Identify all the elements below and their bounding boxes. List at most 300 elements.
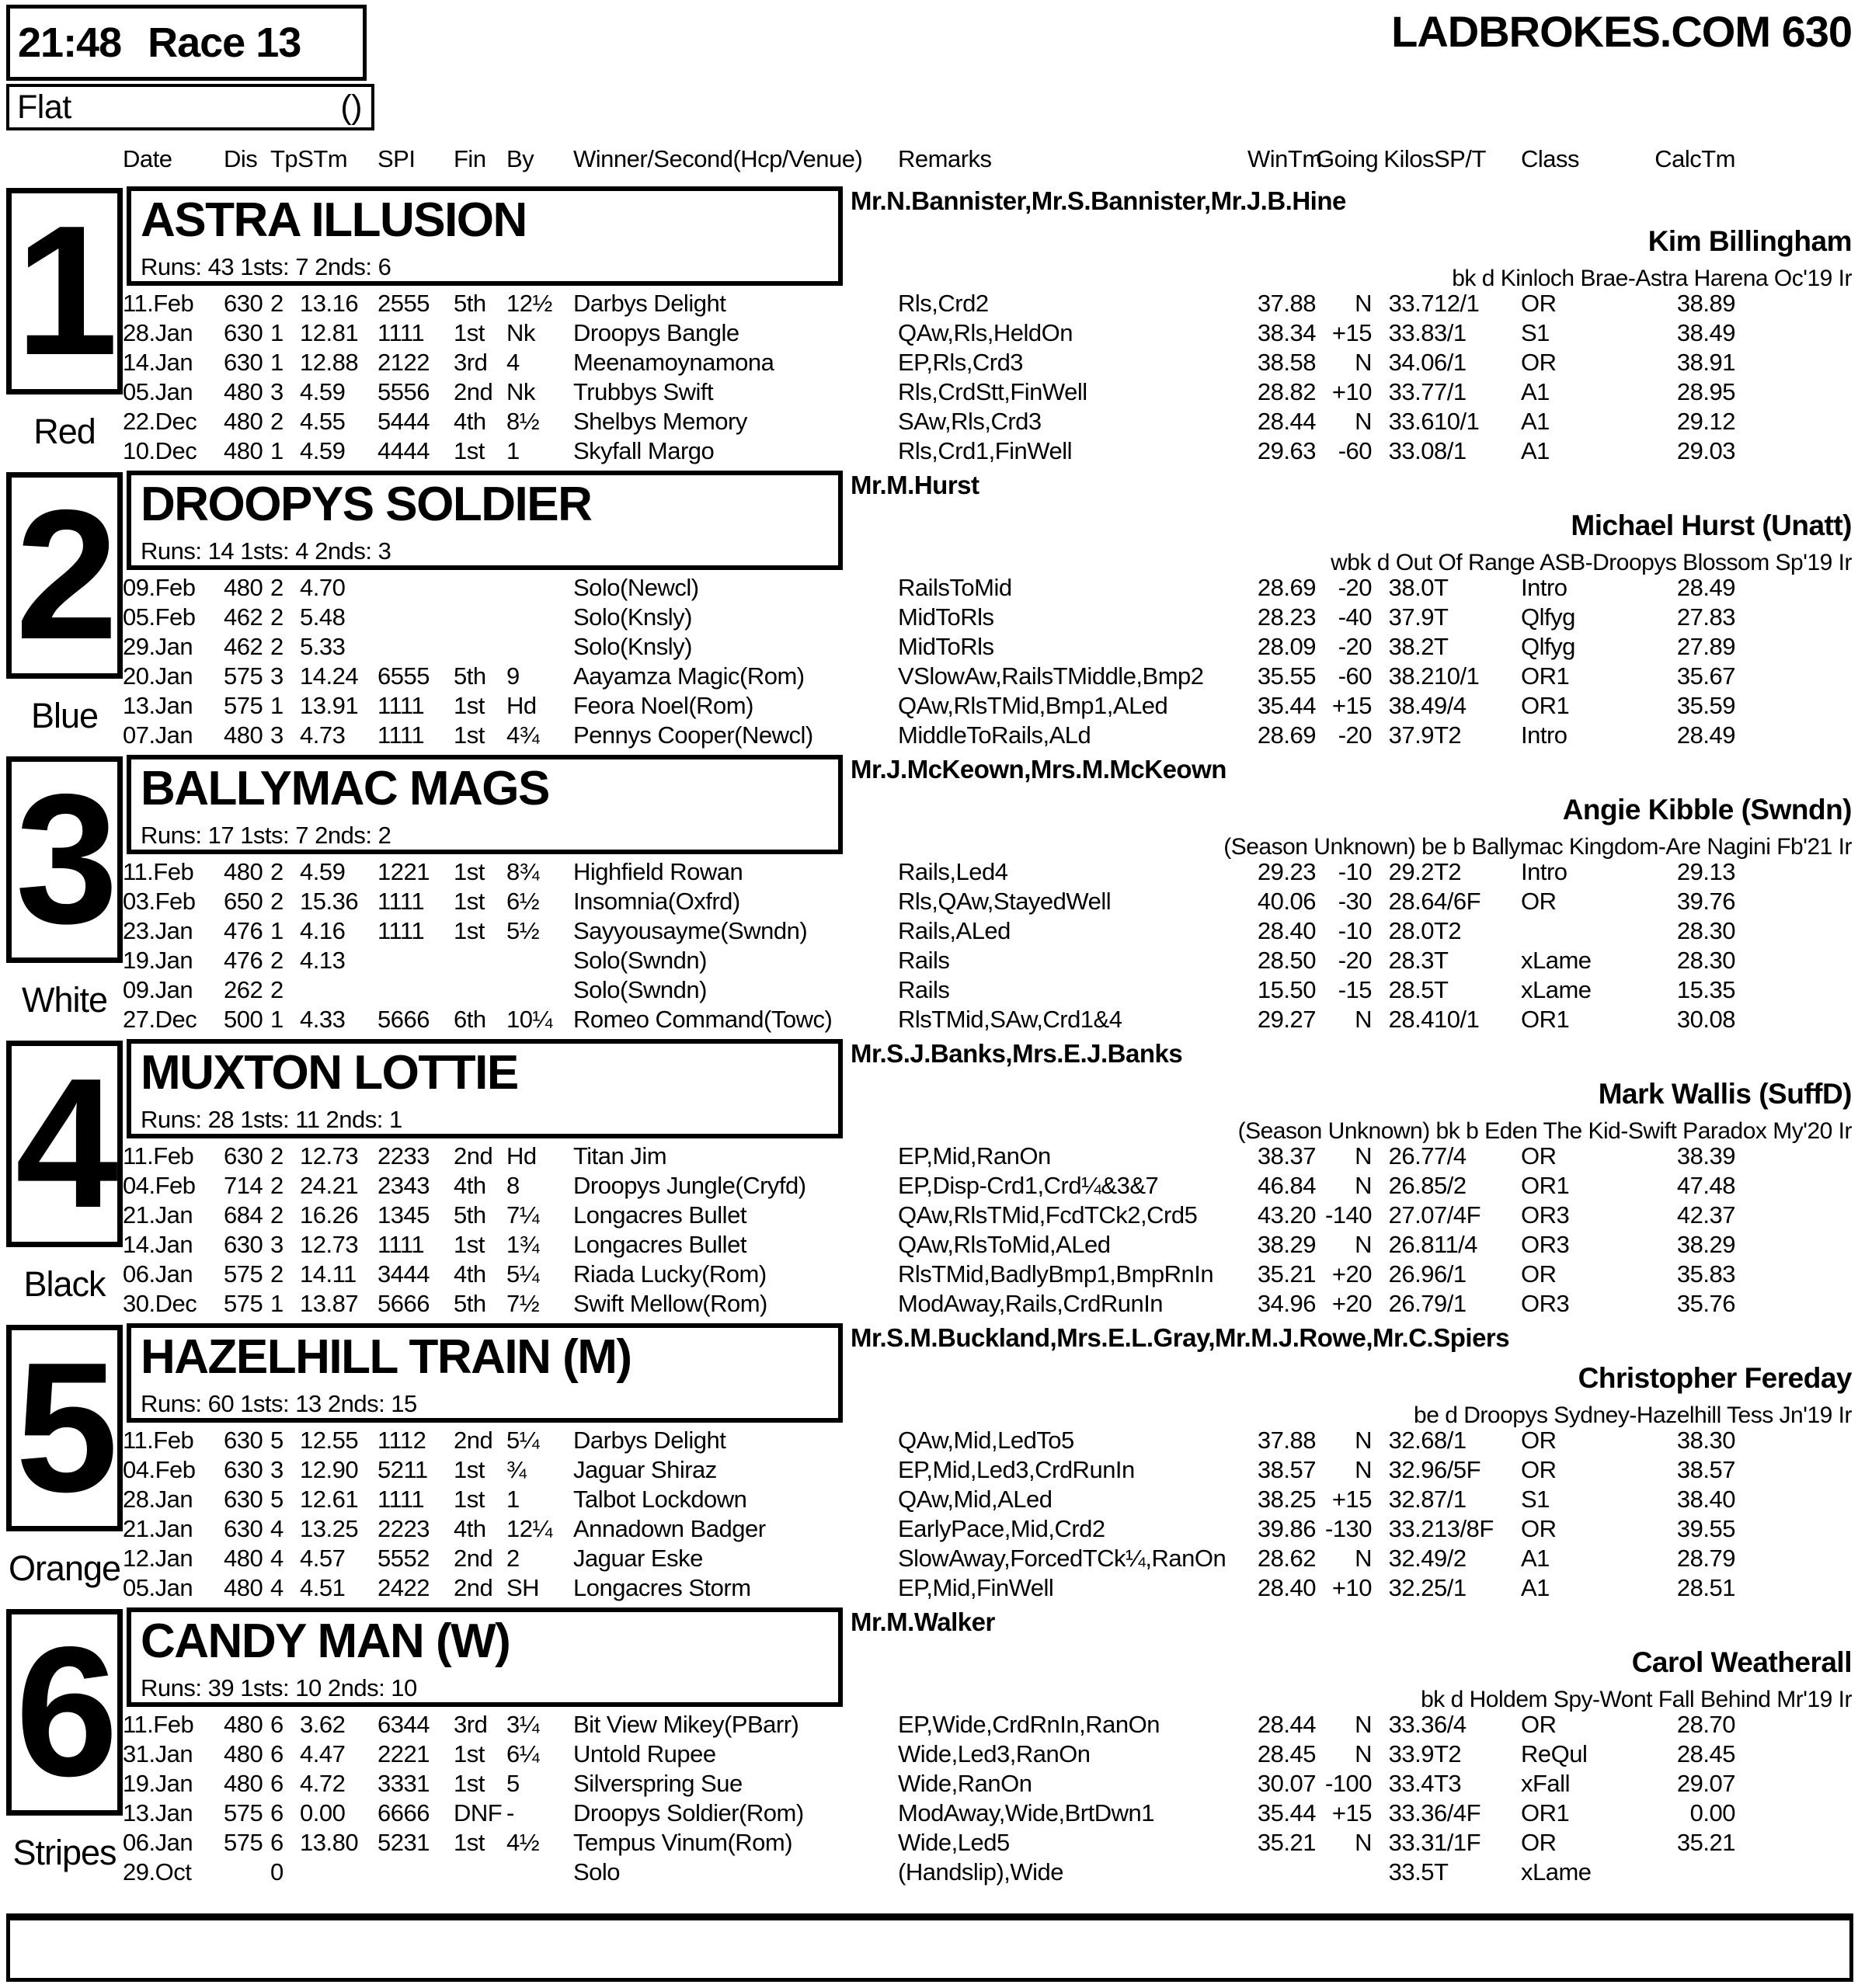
form-row <box>123 1142 1735 1171</box>
form-winner: Longacres Storm <box>573 1574 751 1601</box>
form-winner: Solo(Knsly) <box>573 603 692 631</box>
form-kilos: 38.2 <box>1388 633 1434 660</box>
form-sp: 10/1 <box>1434 1006 1480 1033</box>
form-kilos: 38.0 <box>1388 574 1434 601</box>
dog-name-box <box>127 186 843 286</box>
form-calctm: 38.29 <box>1676 1231 1735 1258</box>
form-sp: 9/4 <box>1434 692 1467 719</box>
form-wintm: 28.69 <box>1257 574 1316 601</box>
form-going: +20 <box>1331 1290 1372 1317</box>
form-winner: Feora Noel(Rom) <box>573 692 753 719</box>
form-going: +15 <box>1331 1799 1372 1826</box>
form-by: 4¾ <box>506 721 540 749</box>
form-date: 13.Jan <box>123 1799 193 1826</box>
form-sp: T <box>1434 947 1449 974</box>
form-spi: 3331 <box>378 1770 430 1797</box>
form-calctm: 38.57 <box>1676 1456 1735 1483</box>
form-sectional-time: 4.59 <box>300 858 346 885</box>
form-sp: 6/1 <box>1434 1260 1467 1288</box>
form-finish: 2nd <box>454 378 493 405</box>
form-class: xLame <box>1521 1858 1592 1885</box>
form-kilos: 32.8 <box>1388 1486 1434 1513</box>
form-remarks: ModAway,Wide,BrtDwn1 <box>898 1799 1154 1826</box>
form-kilos: 33.3 <box>1388 1711 1434 1738</box>
form-row <box>123 662 1735 691</box>
form-sp: 10/1 <box>1434 408 1480 435</box>
form-sectional-time: 13.25 <box>300 1515 359 1542</box>
form-going: N <box>1355 1142 1372 1170</box>
form-kilos: 33.6 <box>1388 408 1434 435</box>
form-finish <box>454 573 506 603</box>
form-calctm: 28.51 <box>1676 1574 1735 1601</box>
form-date: 04.Feb <box>123 1172 196 1199</box>
form-going: N <box>1355 1456 1372 1483</box>
form-spi: 1111 <box>378 692 425 719</box>
form-calctm: 35.67 <box>1676 662 1735 690</box>
form-class: Intro <box>1521 574 1567 601</box>
form-row <box>123 1171 1735 1201</box>
breeding-line: (Season Unknown) bk b Eden The Kid-Swift Paradox My'20 Ir <box>1237 1118 1852 1144</box>
form-trap: 2 <box>270 858 284 885</box>
form-spi <box>378 1858 454 1887</box>
trainer-name: Angie Kibble (Swndn) <box>1562 794 1852 825</box>
form-by: - <box>506 1799 514 1826</box>
form-calctm: 29.03 <box>1676 437 1735 464</box>
form-date: 13.Jan <box>123 692 193 719</box>
form-sp: T <box>1434 574 1449 601</box>
form-wintm: 28.09 <box>1257 633 1316 660</box>
col-date: Date <box>123 145 172 172</box>
form-wintm: 35.21 <box>1257 1260 1316 1288</box>
form-going: N <box>1355 1006 1372 1033</box>
form-class: Intro <box>1521 858 1567 885</box>
form-remarks: RlsTMid,SAw,Crd1&4 <box>898 1006 1122 1033</box>
form-kilos: 32.2 <box>1388 1574 1434 1601</box>
form-wintm: 35.44 <box>1257 692 1316 719</box>
form-calctm: 28.95 <box>1676 378 1735 405</box>
footer-box <box>6 1913 1853 1982</box>
form-spi: 2233 <box>378 1142 430 1170</box>
form-going: -20 <box>1338 721 1372 749</box>
form-date: 09.Jan <box>123 976 193 1003</box>
form-by: 6½ <box>506 888 540 915</box>
form-going: -40 <box>1338 603 1372 631</box>
form-wintm: 38.25 <box>1257 1486 1316 1513</box>
form-date: 19.Jan <box>123 947 193 974</box>
form-winner: Sayyousayme(Swndn) <box>573 917 808 944</box>
form-spi: 5556 <box>378 378 430 405</box>
form-kilos: 28.3 <box>1388 947 1434 974</box>
form-date: 11.Feb <box>123 858 194 885</box>
race-time: 21:48 <box>18 19 122 66</box>
form-sp: 8/1 <box>1434 1427 1467 1454</box>
form-row <box>123 1828 1735 1858</box>
form-remarks: MiddleToRails,ALd <box>898 721 1091 749</box>
trainer-name: Michael Hurst (Unatt) <box>1571 509 1852 541</box>
form-sp: T3 <box>1434 1770 1462 1797</box>
form-sectional-time: 4.16 <box>300 917 346 944</box>
form-sectional-time: 13.16 <box>300 290 359 317</box>
form-wintm: 28.69 <box>1257 721 1316 749</box>
form-trap: 3 <box>270 1231 284 1258</box>
form-finish: 1st <box>454 858 485 885</box>
form-date: 10.Dec <box>123 437 197 464</box>
form-remarks: VSlowAw,RailsTMiddle,Bmp2 <box>898 662 1204 690</box>
form-remarks: Rails,ALed <box>898 917 1011 944</box>
form-kilos: 26.8 <box>1388 1172 1434 1199</box>
form-trap: 2 <box>270 888 284 915</box>
form-kilos: 33.5 <box>1388 1858 1434 1885</box>
dog-name-box <box>127 1323 843 1423</box>
form-sp: 6/4F <box>1434 1799 1481 1826</box>
form-calctm <box>1634 1858 1735 1887</box>
form-winner: Annadown Badger <box>573 1515 766 1542</box>
form-going: N <box>1355 408 1372 435</box>
form-trap: 1 <box>270 437 284 464</box>
form-date: 19.Jan <box>123 1770 193 1797</box>
form-date: 30.Dec <box>123 1290 197 1317</box>
form-class: OR <box>1521 1260 1557 1288</box>
form-trap: 2 <box>270 1142 284 1170</box>
form-row <box>123 1858 1735 1887</box>
form-distance: 480 <box>224 1574 263 1601</box>
form-remarks: Rails <box>898 976 950 1003</box>
form-sectional-time: 0.00 <box>300 1799 346 1826</box>
form-class: OR3 <box>1521 1231 1570 1258</box>
form-class: OR1 <box>1521 1799 1570 1826</box>
form-by: 5½ <box>506 917 540 944</box>
form-sectional-time: 12.88 <box>300 349 359 376</box>
form-by: 1 <box>506 437 520 464</box>
form-distance: 575 <box>224 692 263 719</box>
form-trap: 2 <box>270 633 284 660</box>
form-wintm: 30.07 <box>1257 1770 1316 1797</box>
form-date: 12.Jan <box>123 1545 193 1572</box>
form-row <box>123 887 1735 916</box>
form-wintm: 38.58 <box>1257 349 1316 376</box>
form-remarks: Rails <box>898 947 950 974</box>
form-spi <box>378 603 454 632</box>
form-sp: 6/5F <box>1434 1456 1481 1483</box>
form-spi: 5666 <box>378 1290 430 1317</box>
trap-number: 6 <box>15 1608 114 1815</box>
form-calctm: 38.89 <box>1676 290 1735 317</box>
form-winner: Bit View Mikey(PBarr) <box>573 1711 799 1738</box>
form-by <box>506 632 573 662</box>
form-spi: 5666 <box>378 1006 430 1033</box>
form-trap: 5 <box>270 1486 284 1513</box>
form-spi: 1111 <box>378 917 425 944</box>
form-remarks: ModAway,Rails,CrdRunIn <box>898 1290 1164 1317</box>
form-finish: 1st <box>454 917 485 944</box>
form-row <box>123 975 1735 1005</box>
form-finish: 3rd <box>454 1711 488 1738</box>
col-by: By <box>506 145 534 172</box>
form-by: 5¼ <box>506 1427 540 1454</box>
owner-names: Mr.M.Hurst <box>851 471 979 499</box>
form-trap: 2 <box>270 1172 284 1199</box>
form-calctm: 28.30 <box>1676 917 1735 944</box>
form-calctm: 39.55 <box>1676 1515 1735 1542</box>
form-kilos: 28.4 <box>1388 1006 1434 1033</box>
form-wintm: 28.45 <box>1257 1740 1316 1767</box>
form-wintm: 29.27 <box>1257 1006 1316 1033</box>
form-going: +15 <box>1331 692 1372 719</box>
form-row <box>123 1710 1735 1740</box>
form-going: -20 <box>1338 574 1372 601</box>
form-kilos: 38.2 <box>1388 662 1434 690</box>
form-calctm: 29.12 <box>1676 408 1735 435</box>
form-row <box>123 1514 1735 1544</box>
form-by: ¾ <box>506 1456 527 1483</box>
form-class: Qlfyg <box>1521 603 1575 631</box>
form-kilos: 37.9 <box>1388 603 1434 631</box>
form-calctm: 35.21 <box>1676 1829 1735 1856</box>
form-row <box>123 1260 1735 1289</box>
form-sp: 8/1 <box>1434 437 1467 464</box>
form-sp: 5/2 <box>1434 1172 1467 1199</box>
dog-stats: Runs: 17 1sts: 7 2nds: 2 <box>141 822 391 849</box>
trap-number-box <box>6 472 123 679</box>
form-by <box>506 975 573 1005</box>
form-remarks: Rls,Crd1,FinWell <box>898 437 1072 464</box>
form-sp: 9/1 <box>1434 1290 1467 1317</box>
form-calctm: 38.40 <box>1676 1486 1735 1513</box>
form-wintm: 28.40 <box>1257 917 1316 944</box>
form-winner: Droopys Soldier(Rom) <box>573 1799 804 1826</box>
form-wintm: 38.29 <box>1257 1231 1316 1258</box>
form-going: +10 <box>1331 1574 1372 1601</box>
form-distance: 476 <box>224 917 263 944</box>
form-sectional-time: 12.81 <box>300 319 359 346</box>
form-date: 27.Dec <box>123 1006 197 1033</box>
form-wintm: 29.63 <box>1257 437 1316 464</box>
dog-name-box <box>127 755 843 854</box>
col-going: Going <box>1316 145 1379 172</box>
form-spi: 5444 <box>378 408 430 435</box>
form-wintm: 38.57 <box>1257 1456 1316 1483</box>
form-class: OR1 <box>1521 1172 1570 1199</box>
form-spi: 2422 <box>378 1574 430 1601</box>
form-calctm: 28.30 <box>1676 947 1735 974</box>
dog-stats: Runs: 28 1sts: 11 2nds: 1 <box>141 1106 402 1133</box>
form-winner: Darbys Delight <box>573 290 726 317</box>
form-winner: Pennys Cooper(Newcl) <box>573 721 813 749</box>
form-row <box>123 1485 1735 1514</box>
form-by: 2 <box>506 1545 520 1572</box>
form-date: 31.Jan <box>123 1740 193 1767</box>
form-by: 5¼ <box>506 1260 540 1288</box>
trap-number: 1 <box>15 187 114 394</box>
form-finish: 5th <box>454 1290 486 1317</box>
form-winner: Droopys Bangle <box>573 319 739 346</box>
form-kilos: 32.6 <box>1388 1427 1434 1454</box>
form-wintm: 28.62 <box>1257 1545 1316 1572</box>
form-sp: 7/1 <box>1434 378 1467 405</box>
form-trap: 3 <box>270 378 284 405</box>
form-distance: 650 <box>224 888 263 915</box>
form-finish: 2nd <box>454 1574 493 1601</box>
col-fin: Fin <box>454 145 486 172</box>
form-row <box>123 1455 1735 1485</box>
form-class: OR <box>1521 888 1557 915</box>
form-class: OR1 <box>1521 692 1570 719</box>
form-trap: 2 <box>270 976 284 1003</box>
form-wintm: 43.20 <box>1257 1201 1316 1229</box>
form-finish: 2nd <box>454 1545 493 1572</box>
form-winner: Highfield Rowan <box>573 858 743 885</box>
form-by: 10¼ <box>506 1006 552 1033</box>
form-spi: 5211 <box>378 1456 428 1483</box>
form-trap: 6 <box>270 1711 284 1738</box>
form-by: 8 <box>506 1172 520 1199</box>
form-winner: Silverspring Sue <box>573 1770 743 1797</box>
form-winner: Aayamza Magic(Rom) <box>573 662 805 690</box>
form-calctm: 28.79 <box>1676 1545 1735 1572</box>
owner-names: Mr.S.J.Banks,Mrs.E.J.Banks <box>851 1039 1183 1068</box>
form-distance: 476 <box>224 947 263 974</box>
form-sp: 7/1 <box>1434 1486 1467 1513</box>
form-class: A1 <box>1521 408 1550 435</box>
form-class: OR <box>1521 349 1557 376</box>
form-row <box>123 573 1735 603</box>
form-distance: 684 <box>224 1201 263 1229</box>
form-finish: 1st <box>454 692 485 719</box>
form-row <box>123 1769 1735 1799</box>
form-date: 21.Jan <box>123 1515 193 1542</box>
form-row <box>123 1573 1735 1603</box>
race-header-box <box>6 5 367 81</box>
form-table <box>123 1710 1735 1887</box>
form-wintm: 38.34 <box>1257 319 1316 346</box>
form-class: OR <box>1521 1829 1557 1856</box>
form-remarks: EarlyPace,Mid,Crd2 <box>898 1515 1105 1542</box>
form-going: N <box>1355 349 1372 376</box>
form-remarks: SAw,Rls,Crd3 <box>898 408 1042 435</box>
form-kilos: 32.4 <box>1388 1545 1434 1572</box>
form-row <box>123 348 1735 377</box>
trap-column <box>6 1041 123 1305</box>
form-spi: 6555 <box>378 662 430 690</box>
form-calctm: 0.00 <box>1689 1799 1735 1826</box>
form-sectional-time: 4.59 <box>300 378 346 405</box>
dog-name-box <box>127 1607 843 1707</box>
form-kilos: 33.2 <box>1388 1515 1434 1542</box>
form-distance: 480 <box>224 378 263 405</box>
form-sp: 6/1 <box>1434 349 1467 376</box>
breeding-line: bk d Holdem Spy-Wont Fall Behind Mr'19 Ir <box>1421 1687 1852 1712</box>
form-class: Intro <box>1521 721 1567 749</box>
form-winner: Longacres Bullet <box>573 1231 746 1258</box>
form-sectional-time: 4.70 <box>300 574 346 601</box>
form-remarks: SlowAway,ForcedTCk¼,RanOn <box>898 1545 1226 1572</box>
form-by: 3¼ <box>506 1711 540 1738</box>
form-spi: 1111 <box>378 1231 425 1258</box>
form-finish: 5th <box>454 1201 486 1229</box>
form-sp: T <box>1434 633 1449 660</box>
form-spi: 2555 <box>378 290 430 317</box>
form-spi: 3444 <box>378 1260 430 1288</box>
race-type-box <box>6 84 374 130</box>
form-sp: 3/1 <box>1434 319 1467 346</box>
form-kilos: 28.0 <box>1388 917 1434 944</box>
form-going: +20 <box>1331 1260 1372 1288</box>
trap-column <box>6 1609 123 1873</box>
form-sp: 6/4 <box>1434 1711 1467 1738</box>
form-distance: 630 <box>224 1515 263 1542</box>
form-by: Nk <box>506 319 535 346</box>
form-remarks: Wide,Led5 <box>898 1829 1010 1856</box>
form-spi <box>378 946 454 975</box>
form-going: -15 <box>1338 976 1372 1003</box>
breeding-line: be d Droopys Sydney-Hazelhill Tess Jn'19 Ir <box>1414 1402 1852 1428</box>
form-sectional-time: 3.62 <box>300 1711 346 1738</box>
form-date: 11.Feb <box>123 290 194 317</box>
form-table <box>123 1142 1735 1319</box>
form-wintm: 28.44 <box>1257 408 1316 435</box>
form-trap: 5 <box>270 1427 284 1454</box>
col-dis: Dis <box>224 145 258 172</box>
form-by: 5 <box>506 1770 520 1797</box>
form-distance: 630 <box>224 290 263 317</box>
form-finish: 1st <box>454 1456 485 1483</box>
form-sectional-time: 4.55 <box>300 408 346 435</box>
form-sp: 9/2 <box>1434 1545 1467 1572</box>
form-finish: 6th <box>454 1006 486 1033</box>
col-wintm: WinTm <box>1247 145 1322 172</box>
form-wintm: 40.06 <box>1257 888 1316 915</box>
form-date: 20.Jan <box>123 662 193 690</box>
race-type-brackets: () <box>340 88 362 126</box>
form-sp: 5/1 <box>1434 1574 1467 1601</box>
form-finish: 1st <box>454 319 485 346</box>
form-wintm: 35.44 <box>1257 1799 1316 1826</box>
form-calctm: 35.83 <box>1676 1260 1735 1288</box>
breeding-line: wbk d Out Of Range ASB-Droopys Blossom Sp'19 Ir <box>1331 550 1852 575</box>
form-trap: 2 <box>270 290 284 317</box>
form-by: Hd <box>506 1142 537 1170</box>
form-trap: 1 <box>270 1290 284 1317</box>
form-calctm: 38.39 <box>1676 1142 1735 1170</box>
form-sectional-time: 13.87 <box>300 1290 359 1317</box>
form-row <box>123 377 1735 407</box>
form-class: xLame <box>1521 976 1592 1003</box>
form-spi: 6666 <box>378 1799 430 1826</box>
form-class: OR <box>1521 1515 1557 1542</box>
dog-name-box <box>127 471 843 570</box>
form-class: OR <box>1521 1711 1557 1738</box>
form-finish: 1st <box>454 1829 485 1856</box>
form-trap: 1 <box>270 349 284 376</box>
form-finish: 4th <box>454 408 486 435</box>
owner-names: Mr.N.Bannister,Mr.S.Bannister,Mr.J.B.Hine <box>851 186 1346 215</box>
form-spi: 1111 <box>378 721 425 749</box>
trap-number-box <box>6 1325 123 1531</box>
form-calctm: 27.83 <box>1676 603 1735 631</box>
form-finish: 1st <box>454 1740 485 1767</box>
form-date: 04.Feb <box>123 1456 196 1483</box>
breeding-line: bk d Kinloch Brae-Astra Harena Oc'19 Ir <box>1452 266 1852 291</box>
form-calctm: 38.30 <box>1676 1427 1735 1454</box>
col-tpstm: TpSTm <box>270 145 348 172</box>
trainer-name: Mark Wallis (SuffD) <box>1598 1078 1852 1110</box>
dog-name: HAZELHILL TRAIN (M) <box>141 1330 632 1384</box>
form-finish: 1st <box>454 1231 485 1258</box>
form-remarks: QAw,RlsTMid,Bmp1,ALed <box>898 692 1168 719</box>
form-sectional-time: 12.61 <box>300 1486 359 1513</box>
form-calctm: 28.49 <box>1676 721 1735 749</box>
dog-stats: Runs: 43 1sts: 7 2nds: 6 <box>141 253 391 280</box>
